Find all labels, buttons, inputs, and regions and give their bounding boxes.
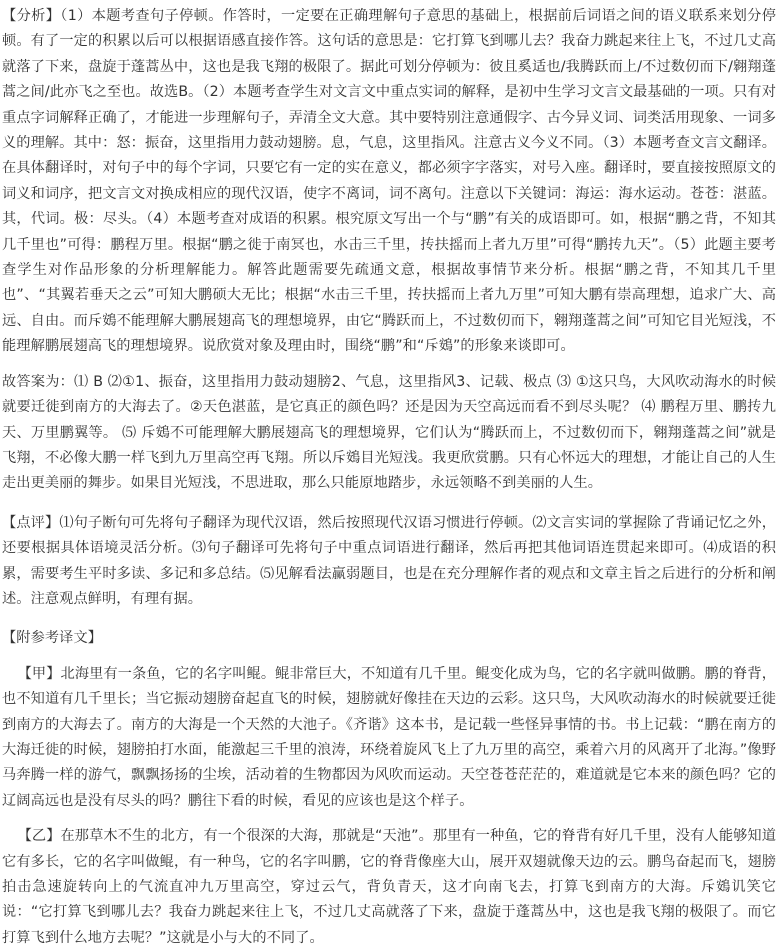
translation-yi-paragraph: 【乙】在那草木不生的北方，有一个很深的大海，那就是“天池”。那里有一种鱼，它的脊背有好几千里，没有人能够知道它有多长，它的名字叫做鲲，有一种鸟，它的名字叫鹏，它的脊背像座大山，展开双翅就像天边的云。鹏鸟奋起而飞，翅膀拍击急速旋转向上的气流直冲九万里高空，穿过云气，背负青天，这才向南飞去，打算飞到南方的大海。斥鴳讥笑它说：“它打算飞到哪儿去？我奋力跳起来往上飞，不过几丈高就落了下来，盘旋于蓬蒿丛中，这也是我飞翔的极限了。而它打算飞到什么地方去呢？”这就是小与大的不同了。	[2, 828, 776, 946]
analysis-paragraph: 【分析】（1）本题考查句子停顿。作答时，一定要在正确理解句子意思的基础上，根据前后词语之间的语义联系来划分停顿。有了一定的积累以后可以根据语感直接作答。这句话的意思是：它打算飞到哪儿去？我奋力跳起来往上飞，不过几丈高就落了下来，盘旋于蓬蒿丛中，这也是我飞翔的极限了。据此可划分停顿为：彼且奚适也/我腾跃而上/不过数仞而下/翱翔蓬蒿之间/此亦飞之至也。故选B。（2）本题考查学生对文言文中重点实词的解释，是初中生学习文言文最基础的一项。只有对重点字词解释正确了，才能进一步理解句子，弄清全文大意。其中要特别注意通假字、古今异义词、词类活用现象、一词多义的理解。其中：怒：振奋，这里指用力鼓动翅膀。息，气息，这里指风。注意古义今义不同。（3）本题考查文言文翻译。在具体翻译时，对句子中的每个字词，只要它有一定的实在意义，都必须字字落实，对号入座。翻译时，要直接按照原文的词义和词序，把文言文对换成相应的现代汉语，使字不离词，词不离句。注意以下关键词：海运：海水运动。苍苍：湛蓝。其，代词。极：尽头。（4）本题考查对成语的积累。根究原文写出一个与“鹏”有关的成语即可。如，根据“鹏之背，不知其几千里也”可得：鹏程万里。根据“鹏之徙于南冥也，水击三千里，抟扶摇而上者九万里”可得“鹏抟九天”。（5）此题主要考查学生对作品形象的分析理解能力。解答此题需要先疏通文意，根据故事情节来分析。根据“鹏之背，不知其几千里也”、“其翼若垂天之云”可知大鹏硕大无比；根据“水击三千里，抟扶摇而上者九万里”可知大鹏有崇高理想，追求广大、高远、自由。而斥鴳不能理解大鹏展翅高飞的理想境界，由它“腾跃而上，不过数仞而下，翱翔蓬蒿之间”可知它目光短浅，不能理解鹏展翅高飞的理想境界。说欣赏对象及理由时，围绕“鹏”和“斥鴳”的形象来谈即可。	[2, 8, 776, 355]
reference-translation-heading: 【附参考译文】	[2, 630, 103, 647]
answer-paragraph: 故答案为：⑴ B ⑵①1、振奋，这里指用力鼓动翅膀2、气息，这里指风3、记载、极点 ⑶ ①这只鸟，大风吹动海水的时候就要迁徙到南方的大海去了。②天色湛蓝，是它真正的颜色吗？还是因为天空高远而看不到尽头呢？ ⑷ 鹏程万里、鹏抟九天、万里鹏翼等。 ⑸ 斥鴳不可能理解大鹏展翅高飞的理想境界，它们认为“腾跃而上，不过数仞而下，翱翔蓬蒿之间”就是飞翔，不必像大鹏一样飞到九万里高空再飞翔。所以斥鴳目光短浅。我更欣赏鹏。只有心怀远大的理想，才能让自己的人生走出更美丽的舞步。如果目光短浅，不思进取，那么只能原地踏步，永远领略不到美丽的人生。	[2, 373, 776, 492]
comment-paragraph: 【点评】⑴句子断句可先将句子翻译为现代汉语，然后按照现代汉语习惯进行停顿。⑵文言实词的掌握除了背诵记忆之外，还要根据具体语境灵活分析。⑶句子翻译可先将句子中重点词语进行翻译，然后再把其他词语连贯起来即可。⑷成语的积累，需要考生平时多读、多记和多总结。⑸见解看法赢弱题目，也是在充分理解作者的观点和文章主旨之后进行的分析和阐述。注意观点鲜明，有理有据。	[2, 514, 776, 607]
translation-jia-paragraph: 【甲】北海里有一条鱼，它的名字叫鲲。鲲非常巨大，不知道有几千里。鲲变化成为鸟，它的名字就叫做鹏。鹏的脊背，也不知道有几千里长；当它振动翅膀奋起直飞的时候，翅膀就好像挂在天边的云彩。这只鸟，大风吹动海水的时候就要迁徙到南方的大海去了。南方的大海是一个天然的大池子。《齐谐》这本书，是记载一些怪异事情的书。书上记载：“鹏在南方的大海迁徙的时候，翅膀拍打水面，能激起三千里的浪涛，环绕着旋风飞上了九万里的高空，乘着六月的风离开了北海。”像野马奔腾一样的游气，飘飘扬扬的尘埃，活动着的生物都因为风吹而运动。天空苍苍茫茫的，难道就是它本来的颜色吗？它的辽阔高远也是没有尽头的吗？鹏往下看的时候，看见的应该也是这个样子。	[2, 665, 776, 809]
